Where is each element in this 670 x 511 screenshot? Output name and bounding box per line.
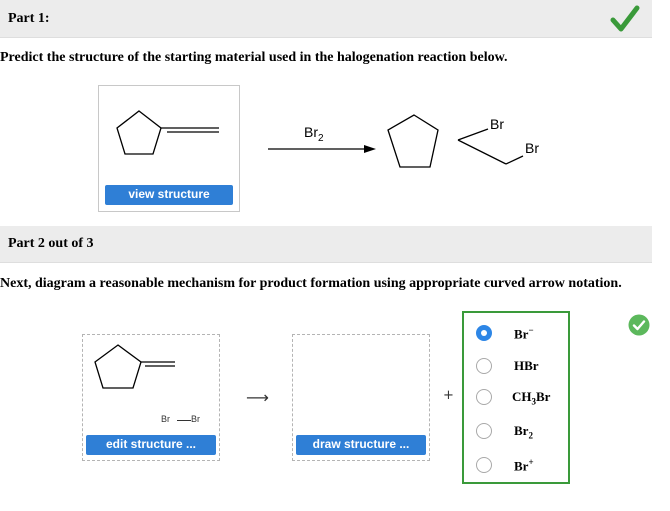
choice-label: HBr (514, 358, 539, 373)
part2-question: Next, diagram a reasonable mechanism for product formation using appropriate curved arrow notation. (0, 276, 622, 291)
product-br-label-1: Br (490, 116, 504, 132)
choice-option[interactable] (464, 450, 568, 480)
mechanism-arrow: ⟶ (246, 388, 269, 407)
radio-button[interactable] (476, 389, 492, 405)
bromine-left-atom: Br (161, 414, 170, 424)
reactant-structure (83, 335, 219, 395)
choice-label: $Br_2$ (514, 423, 533, 441)
part1-header (0, 0, 652, 38)
edit-structure-button[interactable]: edit structure ... (86, 435, 216, 455)
radio-button[interactable] (476, 457, 492, 473)
choice-option[interactable] (464, 351, 568, 381)
choice-label: $CH_3Br$ (512, 389, 551, 407)
choice-label: Br− (514, 325, 534, 342)
bromine-right-atom: Br (191, 414, 200, 424)
choice-label: Br+ (514, 457, 534, 474)
part1-title: Part 1: (8, 11, 50, 26)
view-structure-button[interactable]: view structure (105, 185, 233, 205)
draw-structure-button[interactable]: draw structure ... (296, 435, 426, 455)
product-br-label-2: Br (525, 140, 539, 156)
reaction-scheme (260, 105, 580, 195)
choice-option[interactable] (464, 318, 568, 348)
checkmark-icon (610, 5, 640, 33)
mechanism-reactant-box[interactable] (82, 334, 220, 461)
starting-material-box (98, 85, 240, 212)
plus-sign: + (443, 388, 454, 403)
byproduct-choice-list (462, 311, 570, 484)
radio-button[interactable] (476, 358, 492, 374)
part1-question: Predict the structure of the starting material used in the halogenation reaction below. (0, 50, 508, 65)
reaction-arrowhead (364, 145, 376, 153)
part2-header (0, 226, 652, 263)
br-br-bond (177, 420, 191, 421)
mechanism-product-box[interactable] (292, 334, 430, 461)
choice-option[interactable] (464, 382, 568, 412)
radio-button[interactable] (476, 423, 492, 439)
radio-button-selected[interactable] (476, 325, 492, 341)
part2-title: Part 2 out of 3 (8, 236, 94, 251)
correct-check-icon (628, 314, 650, 336)
reagent-label: $Br_2$ (304, 124, 324, 144)
choice-option[interactable] (464, 416, 568, 446)
methylenecyclopentane-structure (99, 86, 239, 181)
